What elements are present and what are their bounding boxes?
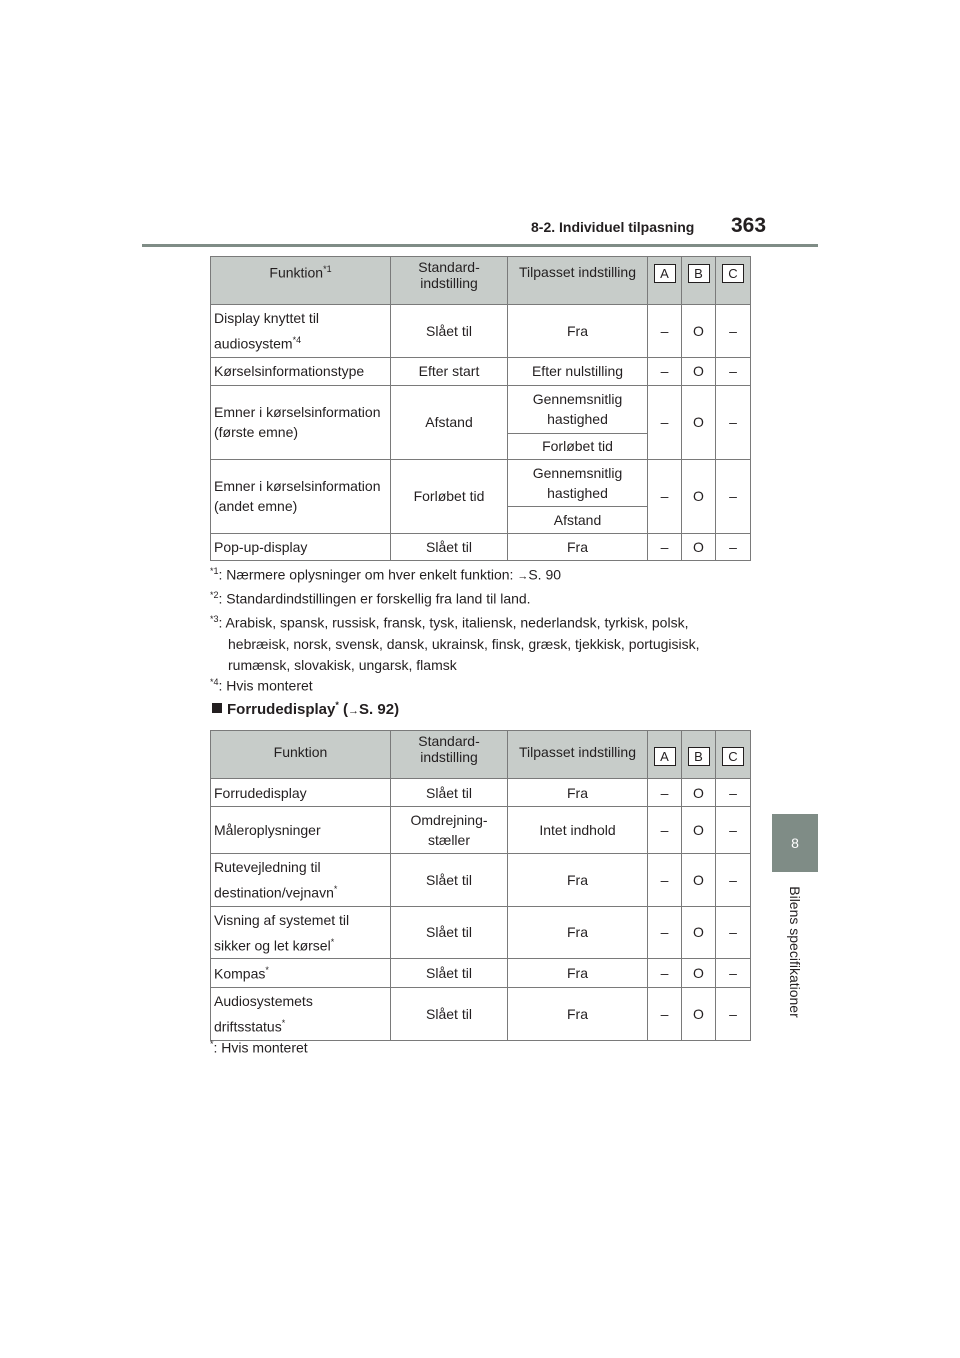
chapter-tab: 8 xyxy=(772,814,818,872)
row-custom: Efter nulstilling xyxy=(508,357,648,385)
row-function: Display knyttet til audiosystem$^{*4}$ xyxy=(211,305,391,358)
footnote-4: $^{*4}$: Hvis monteret xyxy=(210,677,313,694)
header-c: C xyxy=(716,257,751,305)
row-b: O xyxy=(682,906,716,959)
row-c: – xyxy=(716,854,751,907)
row-function: Kørselsinformationstype xyxy=(211,357,391,385)
settings-table-2 xyxy=(210,730,751,1041)
row-b: O xyxy=(682,988,716,1041)
row-a: – xyxy=(648,357,682,385)
header-a: A xyxy=(648,257,682,305)
row-standard: Slået til xyxy=(391,959,508,988)
row-custom-option-1: Gennemsnitlig hastighed xyxy=(508,459,648,506)
row-c: – xyxy=(716,385,751,459)
row-a: – xyxy=(648,305,682,358)
header-funktion: Funktion xyxy=(211,731,391,779)
row-b: O xyxy=(682,959,716,988)
row-b: O xyxy=(682,854,716,907)
row-c: – xyxy=(716,305,751,358)
row-b: O xyxy=(682,779,716,807)
row-custom-option-2: Afstand xyxy=(508,506,648,533)
header-tilpasset: Tilpasset indstilling xyxy=(508,731,648,779)
row-custom-option-1: Gennemsnitlig hastighed xyxy=(508,385,648,433)
table-row xyxy=(211,854,751,907)
row-standard: Slået til xyxy=(391,533,508,560)
header-c: C xyxy=(716,731,751,779)
table-row xyxy=(211,459,751,506)
page-number: 363 xyxy=(731,214,767,237)
row-custom: Intet indhold xyxy=(508,807,648,854)
row-b: O xyxy=(682,385,716,459)
row-b: O xyxy=(682,459,716,533)
table-row xyxy=(211,533,751,560)
row-a: – xyxy=(648,807,682,854)
row-function: Pop-up-display xyxy=(211,533,391,560)
row-standard: Forløbet tid xyxy=(391,459,508,533)
footnote-asterisk: *: Hvis monteret xyxy=(210,1039,308,1056)
row-a: – xyxy=(648,959,682,988)
row-c: – xyxy=(716,807,751,854)
row-function: Forrudedisplay xyxy=(211,779,391,807)
row-standard: Slået til xyxy=(391,854,508,907)
row-custom: Fra xyxy=(508,906,648,959)
row-custom: Fra xyxy=(508,854,648,907)
row-c: – xyxy=(716,357,751,385)
footnote-2: $^{*2}$: Standardindstillingen er forskellig fra land til land. xyxy=(210,590,531,607)
section-heading: Forrudedisplay* (→S. 92) xyxy=(212,700,399,718)
table-row xyxy=(211,779,751,807)
row-a: – xyxy=(648,459,682,533)
row-a: – xyxy=(648,385,682,459)
table-header-row xyxy=(211,731,751,779)
settings-table-1 xyxy=(210,256,751,561)
row-custom: Fra xyxy=(508,305,648,358)
row-function: Kompas* xyxy=(211,959,391,988)
table-header-row xyxy=(211,257,751,305)
row-custom-option-2: Forløbet tid xyxy=(508,433,648,459)
table-row xyxy=(211,357,751,385)
row-function: Visning af systemet til sikker og let kørsel* xyxy=(211,906,391,959)
row-c: – xyxy=(716,988,751,1041)
table-row xyxy=(211,906,751,959)
row-standard: Efter start xyxy=(391,357,508,385)
row-c: – xyxy=(716,533,751,560)
row-standard: Omdrejning- stæller xyxy=(391,807,508,854)
row-c: – xyxy=(716,779,751,807)
square-bullet-icon xyxy=(212,703,222,713)
row-standard: Slået til xyxy=(391,305,508,358)
header-rule xyxy=(142,244,818,247)
row-function: Emner i kørselsinformation (andet emne) xyxy=(211,459,391,533)
chapter-tab-label: Bilens specifikationer xyxy=(787,886,803,1018)
row-b: O xyxy=(682,305,716,358)
arrow-right-icon: → xyxy=(348,705,360,717)
header-funktion: Funktion$^{*1}$ xyxy=(211,257,391,305)
table-row xyxy=(211,305,751,358)
row-a: – xyxy=(648,779,682,807)
row-a: – xyxy=(648,854,682,907)
row-function: Rutevejledning til destination/vejnavn* xyxy=(211,854,391,907)
row-standard: Slået til xyxy=(391,906,508,959)
row-a: – xyxy=(648,533,682,560)
row-standard: Slået til xyxy=(391,988,508,1041)
table-row xyxy=(211,385,751,433)
row-c: – xyxy=(716,459,751,533)
row-function: Måleroplysninger xyxy=(211,807,391,854)
row-a: – xyxy=(648,988,682,1041)
header-standard: Standard- indstilling xyxy=(391,257,508,305)
row-c: – xyxy=(716,959,751,988)
row-b: O xyxy=(682,807,716,854)
row-function: Emner i kørselsinformation (første emne) xyxy=(211,385,391,459)
row-custom: Fra xyxy=(508,779,648,807)
row-custom: Fra xyxy=(508,988,648,1041)
row-b: O xyxy=(682,533,716,560)
row-custom: Fra xyxy=(508,533,648,560)
section-header: 8-2. Individuel tilpasning xyxy=(531,219,695,235)
row-b: O xyxy=(682,357,716,385)
header-b: B xyxy=(682,257,716,305)
footnote-3: $^{*3}$: Arabisk, spansk, russisk, fransk, tysk, italiensk, nederlandsk, tyrkisk, polsk, hebræisk, norsk, svensk, dansk, ukrainsk, finsk, græsk, tjekkisk, portugisisk, rumænsk, slovakisk, ungarsk, flamsk xyxy=(210,614,700,673)
page-reference[interactable]: S. 90 xyxy=(528,566,562,583)
row-custom: Fra xyxy=(508,959,648,988)
row-standard: Slået til xyxy=(391,779,508,807)
header-tilpasset: Tilpasset indstilling xyxy=(508,257,648,305)
header-a: A xyxy=(648,731,682,779)
header-standard: Standard- indstilling xyxy=(391,731,508,779)
row-standard: Afstand xyxy=(391,385,508,459)
table-row xyxy=(211,988,751,1041)
row-function: Audiosystemets driftsstatus* xyxy=(211,988,391,1041)
row-a: – xyxy=(648,906,682,959)
table-row xyxy=(211,959,751,988)
footnote-1: $^{*1}$: Nærmere oplysninger om hver enkelt funktion: →S. 90 xyxy=(210,566,562,583)
arrow-right-icon: → xyxy=(517,570,529,583)
row-c: – xyxy=(716,906,751,959)
page-reference[interactable]: S. 92 xyxy=(359,701,395,718)
header-b: B xyxy=(682,731,716,779)
table-row xyxy=(211,807,751,854)
